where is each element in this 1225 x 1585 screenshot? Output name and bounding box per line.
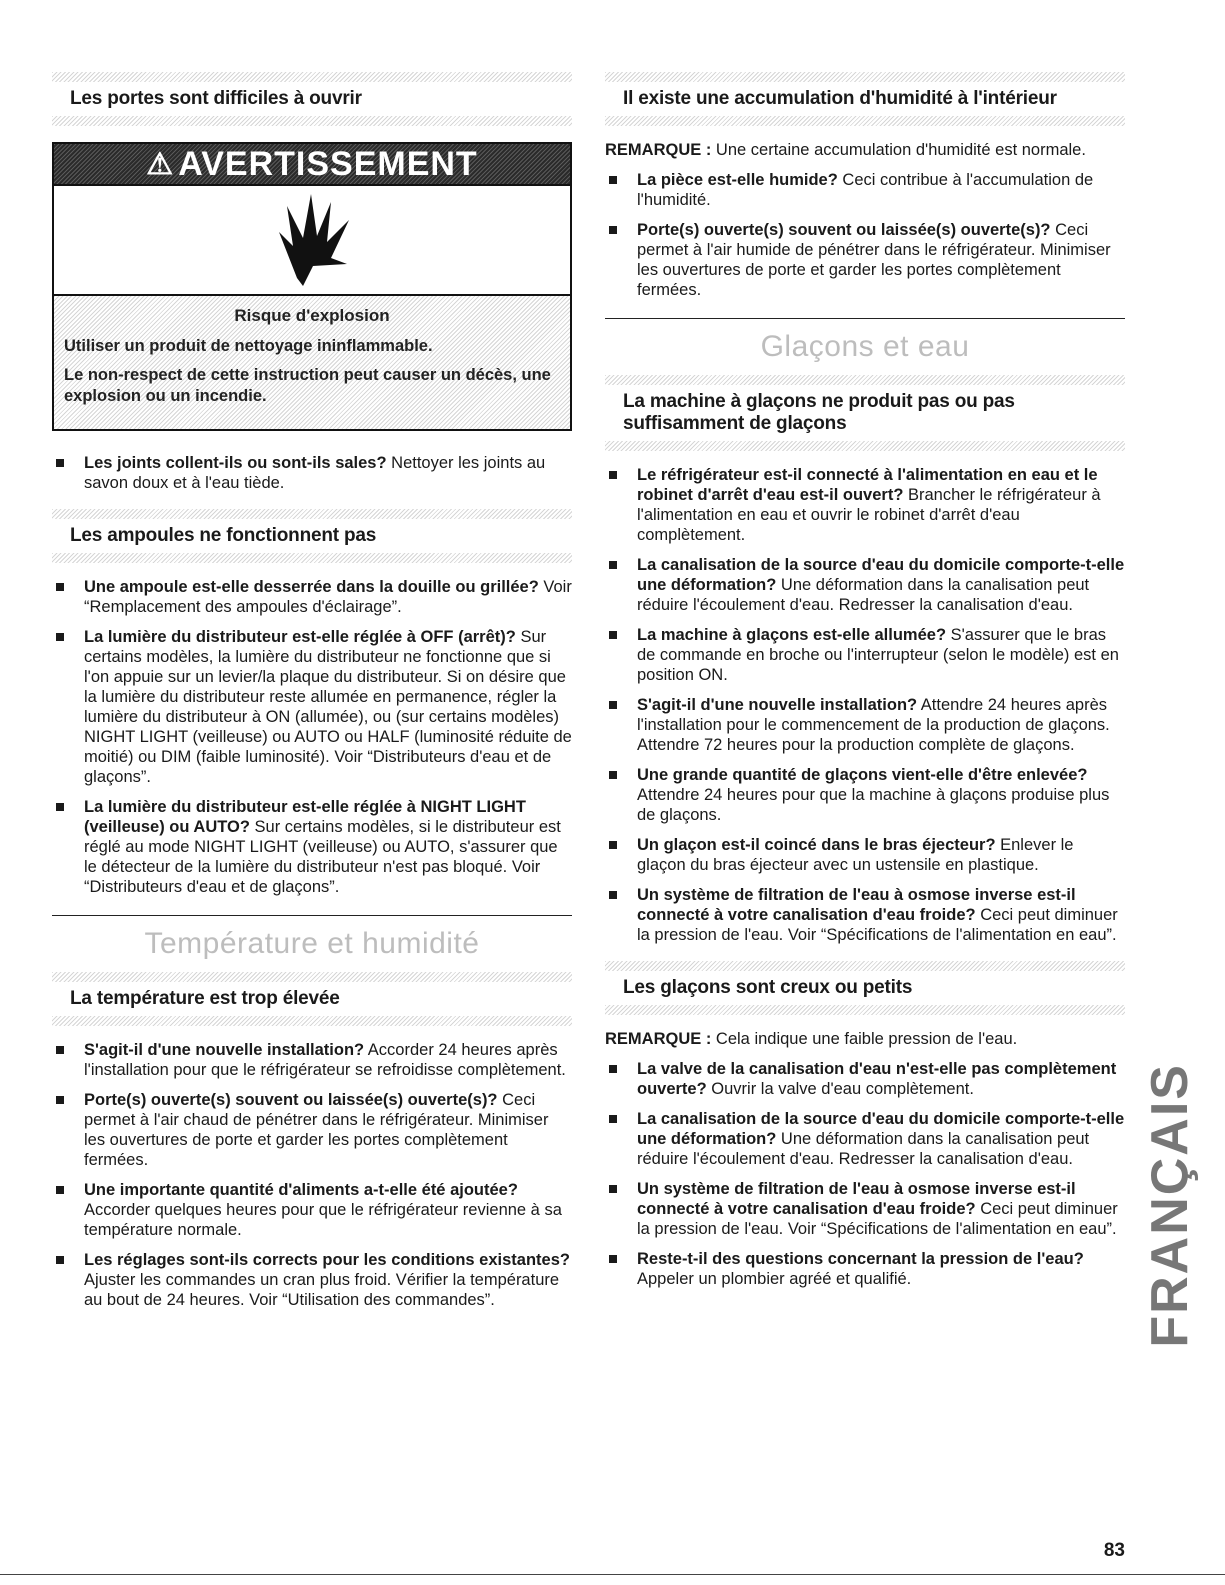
list-item: La valve de la canalisation d'eau n'est-elle pas complètement ouverte? Ouvrir la valve d'eau complètement. — [605, 1059, 1125, 1099]
subheading-doors: Les portes sont difficiles à ouvrir — [52, 72, 572, 126]
list-item: La canalisation de la source d'eau du domicile comporte-t-elle une déformation? Une déformation dans la canalisation peut réduire l'écoulement d'eau. Redresser la canalisation d'eau. — [605, 555, 1125, 615]
list-item: La canalisation de la source d'eau du domicile comporte-t-elle une déformation? Une déformation dans la canalisation peut réduire l'écoulement d'eau. Redresser la canalisation d'eau. — [605, 1109, 1125, 1169]
explosion-icon — [54, 186, 570, 296]
list-item: La machine à glaçons est-elle allumée? S'assurer que le bras de commande en broche ou l'interrupteur (selon le modèle) est en position ON. — [605, 625, 1125, 685]
right-column — [605, 72, 1125, 1305]
hollow-remark: REMARQUE : Cela indique une faible pression de l'eau. — [605, 1030, 1018, 1048]
humidity-remark: REMARQUE : Une certaine accumulation d'humidité est normale. — [605, 141, 1086, 159]
bottom-rule — [0, 1574, 1225, 1575]
list-item: Une grande quantité de glaçons vient-elle d'être enlevée? Attendre 24 heures pour que la machine à glaçons produise plus de glaçons. — [605, 765, 1125, 825]
page-number: 83 — [1103, 1540, 1125, 1561]
ice-maker-list — [605, 465, 1125, 945]
subheading-hollow-ice: Les glaçons sont creux ou petits — [605, 961, 1125, 1015]
list-item: Un glaçon est-il coincé dans le bras éjecteur? Enlever le glaçon du bras éjecteur avec un ustensile en plastique. — [605, 835, 1125, 875]
hollow-ice-list — [605, 1059, 1125, 1289]
subheading-temperature: La température est trop élevée — [52, 972, 572, 1026]
warning-line-1: Utiliser un produit de nettoyage ininflammable. — [64, 337, 433, 355]
subheading-bulbs: Les ampoules ne fonctionnent pas — [52, 509, 572, 563]
list-item: Un système de filtration de l'eau à osmose inverse est-il connecté à votre canalisation d'eau froide? Ceci peut diminuer la pression de l'eau. Voir “Spécifications de l'alimentation en eau”. — [605, 885, 1125, 945]
list-item: S'agit-il d'une nouvelle installation? Accorder 24 heures après l'installation pour que le réfrigérateur se refroidisse complètement. — [52, 1040, 572, 1080]
list-item: La lumière du distributeur est-elle réglée à OFF (arrêt)? Sur certains modèles, la lumière du distributeur ne fonctionne que si l'on appuie sur un levier/la plaque du distributeur. Si on désire que la lumière du distributeur reste allumée en permanence, régler la lumière du distributeur à ON (allumée), ou (sur certains modèles) NIGHT LIGHT (veilleuse) ou AUTO ou HALF (luminosité réduite de moitié) ou DIM (faible luminosité). Voir “Distributeurs d'eau et de glaçons”. — [52, 627, 572, 787]
list-item: La pièce est-elle humide? Ceci contribue à l'accumulation de l'humidité. — [605, 170, 1125, 210]
list-item: Porte(s) ouverte(s) souvent ou laissée(s) ouverte(s)? Ceci permet à l'air humide de pénétrer dans le réfrigérateur. Minimiser les ouvertures de porte et garder les portes complètement fermées. — [605, 220, 1125, 300]
temperature-list — [52, 1040, 572, 1310]
humidity-list — [605, 170, 1125, 300]
list-item: Le réfrigérateur est-il connecté à l'alimentation en eau et le robinet d'arrêt d'eau est-il ouvert? Brancher le réfrigérateur à l'alimentation en eau et ouvrir le robinet d'arrêt d'eau complètement. — [605, 465, 1125, 545]
warning-risk: Risque d'explosion — [234, 306, 390, 325]
list-item: Les joints collent-ils ou sont-ils sales? Nettoyer les joints au savon doux et à l'eau tiède. — [52, 453, 572, 493]
list-item: Un système de filtration de l'eau à osmose inverse est-il connecté à votre canalisation d'eau froide? Ceci peut diminuer la pression de l'eau. Voir “Spécifications de l'alimentation en eau”. — [605, 1179, 1125, 1239]
subheading-ice-maker: La machine à glaçons ne produit pas ou pas suffisamment de glaçons — [605, 375, 1125, 451]
list-item: Porte(s) ouverte(s) souvent ou laissée(s) ouverte(s)? Ceci permet à l'air chaud de pénétrer dans le réfrigérateur. Minimiser les ouvertures de porte et garder les portes complètement fermées. — [52, 1090, 572, 1170]
bulbs-list — [52, 577, 572, 897]
warning-line-2: Le non-respect de cette instruction peut causer un décès, une explosion ou un incendie. — [64, 366, 551, 405]
warning-banner: ⚠ AVERTISSEMENT — [54, 144, 570, 186]
list-item: Les réglages sont-ils corrects pour les conditions existantes? Ajuster les commandes un cran plus froid. Vérifier la température au bout de 24 heures. Voir “Utilisation des commandes”. — [52, 1250, 572, 1310]
warning-box — [52, 142, 572, 431]
list-item: Une ampoule est-elle desserrée dans la douille ou grillée? Voir “Remplacement des ampoules d'éclairage”. — [52, 577, 572, 617]
list-item: Une importante quantité d'aliments a-t-elle été ajoutée? Accorder quelques heures pour que le réfrigérateur revienne à sa température normale. — [52, 1180, 572, 1240]
section-title-ice: Glaçons et eau — [605, 318, 1125, 365]
list-item: Reste-t-il des questions concernant la pression de l'eau? Appeler un plombier agréé et qualifié. — [605, 1249, 1125, 1289]
doors-list — [52, 453, 572, 493]
section-title-temperature: Température et humidité — [52, 915, 572, 962]
list-item: La lumière du distributeur est-elle réglée à NIGHT LIGHT (veilleuse) ou AUTO? Sur certains modèles, si le distributeur est réglé au mode NIGHT LIGHT (veilleuse) ou AUTO, s'assurer que le détecteur de la lumière du distributeur n'est pas bloqué. Voir “Distributeurs d'eau et de glaçons”. — [52, 797, 572, 897]
subheading-humidity: Il existe une accumulation d'humidité à l'intérieur — [605, 72, 1125, 126]
warning-triangle-icon: ⚠ — [146, 147, 175, 181]
list-item: S'agit-il d'une nouvelle installation? Attendre 24 heures après l'installation pour le commencement de la production de glaçons. Attendre 72 heures pour la production complète de glaçons. — [605, 695, 1125, 755]
left-column — [52, 72, 572, 1326]
language-side-tab: FRANÇAIS — [1141, 1062, 1199, 1348]
